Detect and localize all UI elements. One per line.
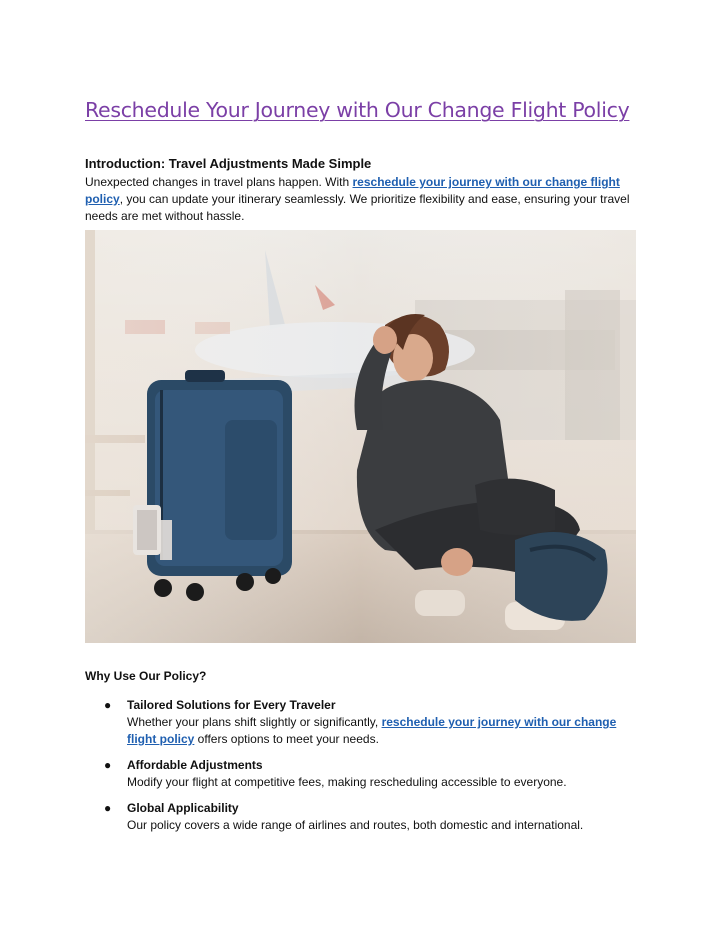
list-item bbox=[85, 800, 637, 834]
item-title: Affordable Adjustments bbox=[127, 758, 263, 772]
intro-text-after: , you can update your itinerary seamlessly. We prioritize flexibility and ease, ensuring your travel needs are met without hassle. bbox=[85, 192, 630, 223]
intro-text-before: Unexpected changes in travel plans happen. With bbox=[85, 175, 353, 189]
intro-paragraph bbox=[85, 174, 637, 225]
item-policy-link[interactable]: reschedule your journey with our change flight policy bbox=[127, 715, 617, 746]
list-item bbox=[85, 697, 637, 748]
benefits-list bbox=[85, 697, 637, 843]
airport-traveler-illustration bbox=[85, 230, 636, 643]
list-item bbox=[85, 757, 637, 791]
item-text-before: Whether your plans shift slightly or significantly, bbox=[127, 715, 382, 729]
item-description bbox=[127, 714, 637, 748]
intro-policy-link[interactable]: reschedule your journey with our change flight policy bbox=[85, 175, 620, 206]
item-description: Modify your flight at competitive fees, making rescheduling accessible to everyone. bbox=[127, 775, 567, 789]
item-text-after: offers options to meet your needs. bbox=[194, 732, 379, 746]
item-title: Tailored Solutions for Every Traveler bbox=[127, 698, 336, 712]
suitcase-graphic bbox=[133, 370, 292, 601]
page-title: Reschedule Your Journey with Our Change Flight Policy bbox=[85, 98, 630, 122]
item-title: Global Applicability bbox=[127, 801, 239, 815]
bullet-icon: ● bbox=[104, 758, 112, 772]
why-heading: Why Use Our Policy? bbox=[85, 669, 207, 683]
bullet-icon: ● bbox=[104, 801, 112, 815]
hero-photo bbox=[85, 230, 636, 643]
intro-heading: Introduction: Travel Adjustments Made Simple bbox=[85, 156, 372, 171]
item-description: Our policy covers a wide range of airlines and routes, both domestic and international. bbox=[127, 818, 584, 832]
bullet-icon: ● bbox=[104, 698, 112, 712]
